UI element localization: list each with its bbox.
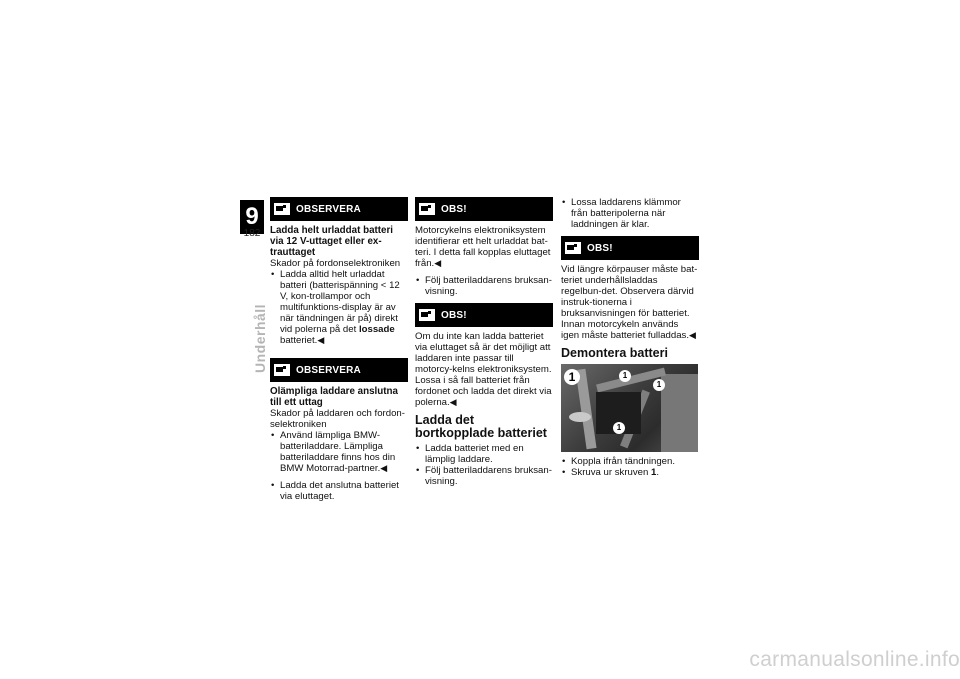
column-1 xyxy=(270,197,408,502)
list-item: • Följ batteriladdarens bruksan-visning. xyxy=(415,275,553,297)
bullet-list xyxy=(561,456,699,478)
notice-box xyxy=(415,303,553,327)
end-mark-icon: ◀ xyxy=(449,397,457,407)
notice-box xyxy=(270,358,408,382)
page-number: 182 xyxy=(243,228,261,239)
warning-hand-icon xyxy=(419,309,435,321)
list-item: • Ladda det anslutna batteriet via eluttaget. xyxy=(270,480,408,502)
list-item: • Följ batteriladdarens bruksan-visning. xyxy=(415,465,553,487)
photo-callout: 1 xyxy=(564,369,580,385)
bullet-list xyxy=(270,480,408,502)
notice-heading: Ladda helt urladdat batteri via 12 V-uttaget eller ex-trauttaget xyxy=(270,225,394,258)
notice-title: OBS! xyxy=(441,309,467,321)
list-item: • Koppla ifrån tändningen. xyxy=(561,456,699,467)
list-item-text: . xyxy=(656,467,659,478)
section-heading: Ladda det bortkopplade batteriet xyxy=(415,413,547,440)
column-2 xyxy=(415,197,553,487)
bolt-marker: 1 xyxy=(619,370,631,382)
warning-hand-icon xyxy=(565,242,581,254)
list-item xyxy=(561,467,699,478)
notice-title: OBSERVERA xyxy=(296,364,361,376)
list-item-text: batteriet. xyxy=(280,335,318,346)
end-mark-icon: ◀ xyxy=(689,330,696,340)
warning-hand-icon xyxy=(274,203,290,215)
bullet-list xyxy=(415,443,553,487)
list-item: • Lossa laddarens klämmor från batteripolerna när laddningen är klar. xyxy=(561,197,699,230)
bolt-marker: 1 xyxy=(613,422,625,434)
notice-text: Skador på laddaren och fordon-selektroniken xyxy=(270,408,405,430)
list-item xyxy=(270,269,408,346)
notice-heading: Olämpliga laddare anslutna till ett uttag xyxy=(270,386,398,408)
column-3 xyxy=(561,197,699,478)
notice-text xyxy=(415,331,553,408)
notice-box xyxy=(270,197,408,221)
warning-hand-icon xyxy=(419,203,435,215)
bullet-list xyxy=(270,430,408,474)
battery-photo xyxy=(561,364,698,452)
bolt-marker: 1 xyxy=(653,379,665,391)
notice-box xyxy=(561,236,699,260)
notice-text-body: Motorcykelns elektroniksystem identifierar ett helt urladdat bat-teri. I detta fall kopplas eluttaget från. xyxy=(415,225,551,269)
notice-text-body: Om du inte kan ladda batteriet via eluttaget så är det möjligt att laddaren inte passar till motorcy-kelns elektroniksystem. Lossa i så fall batteriet från fordonet och ladda det direkt via polerna. xyxy=(415,331,552,408)
list-item-text: Ladda alltid helt urladdat batteri (batterispänning < 12 V, kon-trollampor och multifunktions-display är av när tändningen är på) direkt vid polerna på det xyxy=(280,269,400,335)
list-item: • Ladda batteriet med en lämplig laddare. xyxy=(415,443,553,465)
bullet-list xyxy=(270,269,408,346)
list-item-text: Skruva ur skruven xyxy=(571,467,651,478)
list-item-text: Använd lämpliga BMW-batteriladdare. Lämpliga batteriladdare finns hos din BMW Motorrad-partner. xyxy=(280,430,396,474)
list-item-bold: 1 xyxy=(650,467,657,478)
notice-title: OBS! xyxy=(587,242,613,254)
section-side-label: Underhåll xyxy=(252,303,268,373)
chapter-number: 9 xyxy=(240,200,264,234)
notice-box xyxy=(415,197,553,221)
bullet-list xyxy=(561,197,699,230)
bullet-list xyxy=(415,275,553,297)
watermark: carmanualsonline.info xyxy=(749,648,960,671)
list-item-bold: lossade xyxy=(358,324,395,335)
notice-title: OBS! xyxy=(441,203,467,215)
end-mark-icon: ◀ xyxy=(380,463,388,473)
notice-title: OBSERVERA xyxy=(296,203,361,215)
end-mark-icon: ◀ xyxy=(434,258,442,268)
notice-text-body: Vid längre körpauser måste bat-teriet underhållsladdas regelbun-det. Observera därvid instruk-tionerna i bruksanvisningen för batteriet. Innan motorcykeln används igen måste batteriet fulladdas. xyxy=(561,264,698,341)
warning-hand-icon xyxy=(274,364,290,376)
notice-text xyxy=(415,225,553,269)
notice-text: Skador på fordonselektroniken xyxy=(270,258,401,269)
end-mark-icon: ◀ xyxy=(317,335,325,345)
notice-text xyxy=(561,264,699,341)
list-item xyxy=(270,430,408,474)
section-heading: Demontera batteri xyxy=(561,346,668,360)
